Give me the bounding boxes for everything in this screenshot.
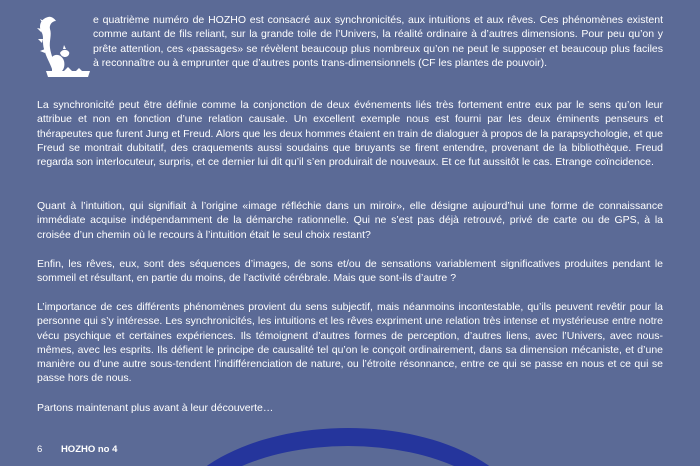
page-number: 6	[37, 444, 43, 455]
ornamental-letter-l-icon	[34, 13, 92, 83]
paragraph-reves: Enfin, les rêves, eux, sont des séquences d’images, de sons et/ou de sensations variablement significatives produites pendant le sommeil et résultant, en partie du moins, de l’activité cérébrale. Mais que sont-ils d’autre ?	[37, 258, 663, 285]
magazine-issue-label: HOZHO no 4	[60, 444, 118, 455]
paragraph-importance: L’importance de ces différents phénomènes provient du sens subjectif, mais néanmoins incontestable, qu’ils peuvent revêtir pour la personne qui s’y intéresse. Les synchronicités, les intuitions et les rêves expriment une relation très intense et mystérieuse entre notre vécu psychique et certaines expériences. Ils témoignent d’autres formes de perception, d’autres liens, avec l’Univers, avec nous-mêmes, avec les esprits. Ils défient le principe de causalité tel qu’on le conçoit ordinairement, dans sa dimension mécaniste, et d’une manière ou d’une autre sous-tendent l’indifférenciation de nature, ou l’étroite résonnance, entre ce qui se passe en nous et ce qui se passe hors de nous.	[37, 301, 663, 385]
decorative-blue-arc	[168, 428, 528, 466]
paragraph-conclusion: Partons maintenant plus avant à leur découverte…	[37, 402, 274, 414]
paragraph-synchronicite: La synchronicité peut être définie comme la conjonction de deux événements liés très fortement entre eux par le sens qu’on leur attribue et non en fonction d’une relation causale. Un excellent exemple nous est fourni par les deux éminents penseurs et thérapeutes que furent Jung et Freud. Alors que les deux hommes étaient en train de dialoguer à propos de la parapsychologie, et que Freud se montrait dubitatif, des craquements aussi soudains que bruyants se firent entendre, provenant de la bibliothèque. Freud regarda son interlocuteur, surpris, et ce dernier lui dit qu’il s’en produirait de nouveaux. Et ce fut aussitôt le cas. Etrange coïncidence.	[37, 99, 663, 169]
intro-paragraph: e quatrième numéro de HOZHO est consacré aux synchronicités, aux intuitions et aux rêves. Ces phénomènes existent comme autant de fils reliant, sur la grande toile de l’Univers, la réalité ordinaire à d’autres dimensions. Pour peu qu’on y prête attention, ces «passages» se révèlent beaucoup plus nombreux qu’on ne peut le supposer et beaucoup plus faciles à reconnaître ou à emprunter que d’autres ponts trans-dimensionnels (CF les plantes de pouvoir).	[93, 14, 663, 69]
paragraph-intuition: Quant à l’intuition, qui signifiait à l’origine «image réfléchie dans un miroir», elle désigne aujourd’hui une forme de connaissance immédiate acquise indépendamment de la démarche rationnelle. Qui ne s’est pas déjà retrouvé, privé de carte ou de GPS, à la croisée d’un chemin où le recours à l’intuition était le seul choix restant?	[37, 200, 663, 241]
page-footer	[37, 444, 117, 455]
